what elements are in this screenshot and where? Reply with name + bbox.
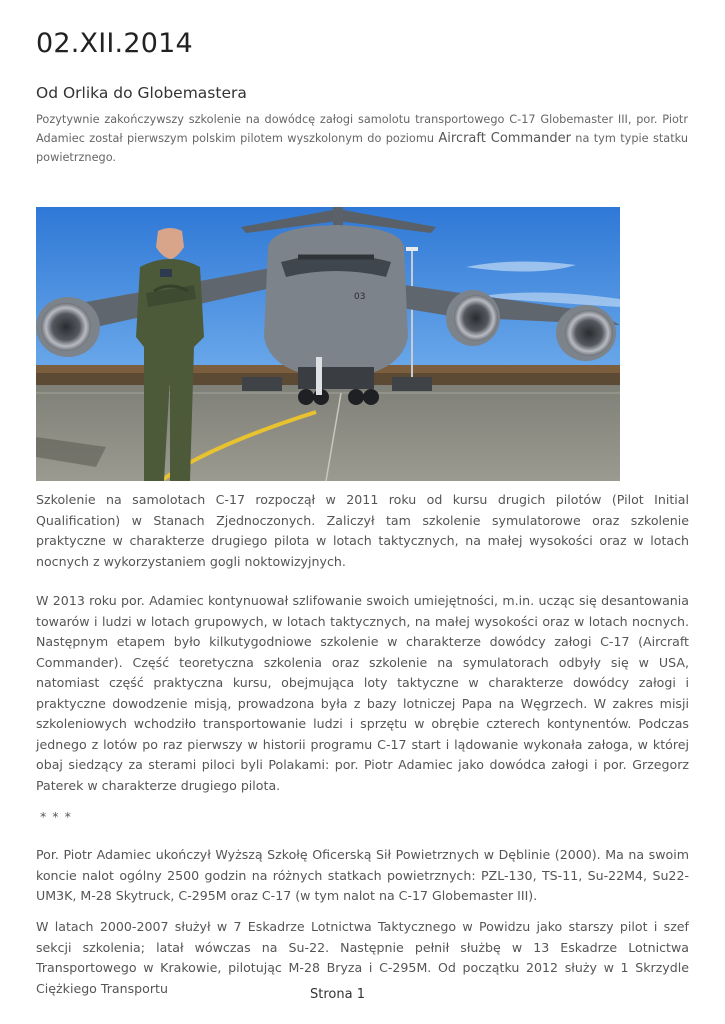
section-separator: * * *	[40, 809, 72, 824]
lead-text-start: Pozytywnie zakończywszy szkolenie na dowódcę załogi samolotu transportowego C-17 Globemaster III, por. Piotr Adamiec został pierwszym polskim pilotem wyszkolonym do poziomu	[36, 113, 688, 145]
lead-text-end: na tym typie statku powietrznego.	[36, 132, 688, 164]
article-title: Od Orlika do Globemastera	[36, 84, 247, 102]
lead-emphasis: Aircraft Commander	[438, 131, 571, 146]
body-paragraph-3: Por. Piotr Adamiec ukończył Wyższą Szkołę Oficerską Sił Powietrznych w Dęblinie (2000). Ma na swoim koncie nalot ogólny 2500 godzin na różnych statkach powietrznych: PZL-130, TS-11, Su-22M4, Su22-UM3K, M-28 Skytruck, C-295M oraz C-17 (w tym nalot na C-17 Globemaster III).	[36, 847, 689, 903]
body-paragraph-1: Szkolenie na samolotach C-17 rozpoczął w 2011 roku od kursu drugich pilotów (Pilot Initial Qualification) w Stanach Zjednoczonych. Zaliczył tam szkolenie symulatorowe oraz szkolenie praktyczne w charakterze drugiego pilota w lotach taktycznych, na małej wysokości oraz w lotach nocnych z wykorzystaniem gogli noktowizyjnych.	[36, 492, 689, 569]
article-date: 02.XII.2014	[36, 28, 193, 59]
lead-paragraph	[36, 110, 688, 167]
page-number: Strona 1	[310, 987, 365, 1002]
pilot-aircraft-photo	[36, 207, 620, 481]
aircraft-tail-number: 03	[354, 292, 366, 302]
body-paragraph-2: W 2013 roku por. Adamiec kontynuował szlifowanie swoich umiejętności, m.in. ucząc się desantowania towarów i ludzi w lotach grupowych, w lotach taktycznych, na małej wysokości oraz w lotach nocnych. Następnym etapem było kilkutygodniowe szkolenie w charakterze dowódcy załogi C-17 (Aircraft Commander). Część teoretyczna szkolenia oraz szkolenie na symulatorach odbyły się w USA, natomiast część praktyczna kursu, obejmująca loty taktyczne w charakterze dowódcy załogi i praktyczne dowodzenie misją, prowadzona była z bazy lotniczej Papa na Węgrzech. W zakres misji szkoleniowych wchodziło transportowanie ludzi i sprzętu w obrębie czterech kontynentów. Podczas jednego z lotów po raz pierwszy w historii programu C-17 start i lądowanie wykonała załoga, w której obaj siedzący za sterami piloci byli Polakami: por. Piotr Adamiec jako dowódca załogi i por. Grzegorz Paterek w charakterze drugiego pilota.	[36, 593, 689, 793]
body-paragraph-4: W latach 2000-2007 służył w 7 Eskadrze Lotnictwa Taktycznego w Powidzu jako starszy pilot i szef sekcji szkolenia; latał wówczas na Su-22. Następnie pełnił służbę w 13 Eskadrze Lotnictwa Transportowego w Krakowie, pilotując M-28 Bryza i C-295M. Od początku 2012 służy w 1 Skrzydle Ciężkiego Transportu	[36, 919, 689, 996]
